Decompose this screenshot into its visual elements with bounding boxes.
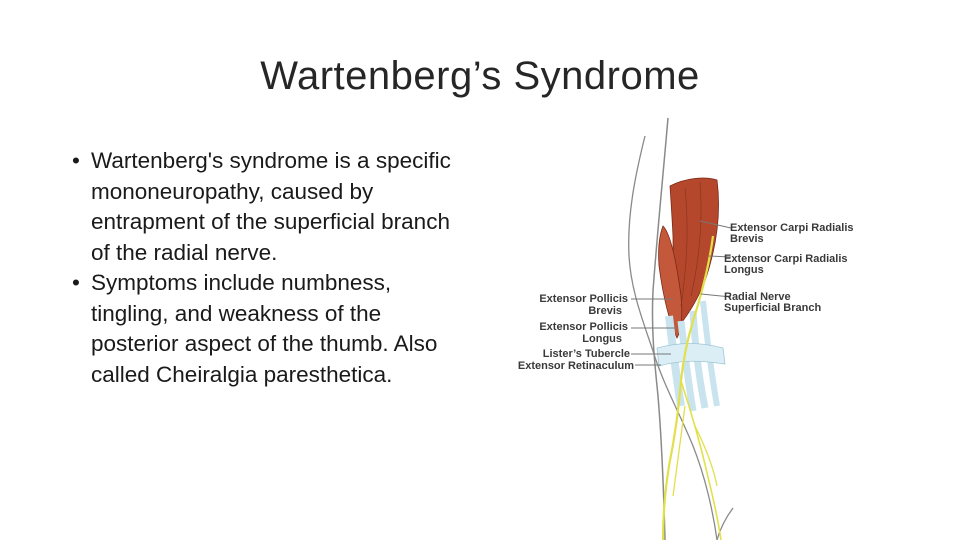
slide-title: Wartenberg’s Syndrome xyxy=(260,54,700,98)
label-extensor-pollicis-longus-2: Longus xyxy=(582,333,622,345)
nerve-branch xyxy=(695,426,717,486)
label-extensor-pollicis-brevis: Extensor Pollicis xyxy=(539,293,628,305)
label-listers-tubercle: Lister’s Tubercle xyxy=(542,348,630,360)
label-extensor-carpi-radialis-brevis-2: Brevis xyxy=(730,233,764,245)
thumb-outline xyxy=(717,508,733,540)
label-extensor-carpi-radialis-longus-2: Longus xyxy=(724,264,764,276)
nerve-branch xyxy=(673,406,685,496)
label-extensor-retinaculum: Extensor Retinaculum xyxy=(517,360,634,372)
label-extensor-pollicis-brevis-2: Brevis xyxy=(588,305,622,317)
label-radial-nerve-2: Superficial Branch xyxy=(724,302,822,314)
label-extensor-carpi-radialis-brevis: Extensor Carpi Radialis xyxy=(730,222,854,234)
extensor-retinaculum xyxy=(657,344,725,367)
forearm-anatomy-illustration xyxy=(495,116,875,540)
bullet-item: • Symptoms include numbness, tingling, and weakness of the posterior aspect of the thumb. Also called Cheiralgia paresthetica. xyxy=(72,268,472,390)
label-radial-nerve: Radial Nerve xyxy=(724,291,791,303)
forearm-outline xyxy=(652,118,668,540)
bullet-list xyxy=(72,146,472,390)
label-extensor-pollicis-longus: Extensor Pollicis xyxy=(539,321,628,333)
label-extensor-carpi-radialis-longus: Extensor Carpi Radialis xyxy=(724,253,848,265)
bullet-item: • Wartenberg's syndrome is a specific mononeuropathy, caused by entrapment of the superficial branch of the radial nerve. xyxy=(72,146,472,268)
